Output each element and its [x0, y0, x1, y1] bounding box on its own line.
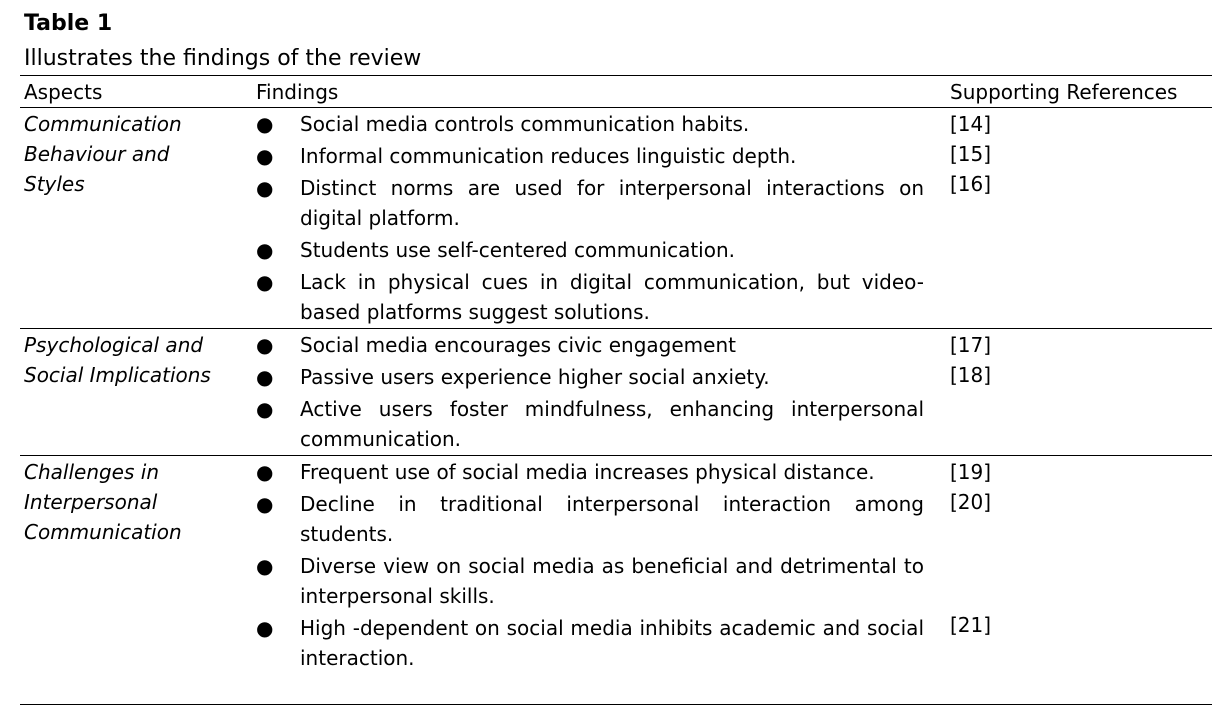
reference-label: [16] [950, 172, 992, 196]
list-item [256, 551, 924, 611]
header-supporting-references: Supporting References [950, 80, 1178, 104]
findings-list [256, 457, 924, 673]
header-aspects: Aspects [24, 80, 103, 104]
findings-list [256, 109, 924, 327]
list-item [256, 173, 924, 233]
list-item [256, 267, 924, 327]
header-findings: Findings [256, 80, 339, 104]
finding-text: Students use self-centered communication. [300, 238, 735, 262]
row-rule [20, 328, 1212, 329]
list-item [256, 141, 924, 171]
references-cell [950, 109, 1205, 209]
finding-text: Social media encourages civic engagement [300, 333, 736, 357]
reference-label: [19] [950, 460, 992, 484]
finding-text: Decline in traditional interpersonal interaction among students. [300, 492, 924, 546]
list-item [256, 109, 924, 139]
row-rule [20, 455, 1212, 456]
list-item [256, 330, 924, 360]
finding-text: Frequent use of social media increases physical distance. [300, 460, 875, 484]
reference-label: [17] [950, 333, 992, 357]
bullet-icon: ● [256, 238, 274, 262]
finding-text: Informal communication reduces linguistic depth. [300, 144, 797, 168]
reference-label: [18] [950, 363, 992, 387]
bullet-icon: ● [256, 112, 274, 136]
table-title: Table 1 [24, 11, 113, 36]
table-caption: Illustrates the findings of the review [24, 46, 422, 71]
reference-label: [21] [950, 613, 992, 637]
list-item [256, 457, 924, 487]
finding-text: High -dependent on social media inhibits academic and social interaction. [300, 616, 924, 670]
findings-cell [256, 457, 924, 675]
list-item [256, 613, 924, 673]
finding-text: Social media controls communication habits. [300, 112, 750, 136]
list-item [256, 362, 924, 392]
aspect-cell: Challenges in Interpersonal Communication [24, 460, 182, 544]
list-item [256, 489, 924, 549]
bullet-icon: ● [256, 176, 274, 200]
finding-text: Diverse view on social media as beneficial and detrimental to interpersonal skills. [300, 554, 924, 608]
reference-label: [20] [950, 490, 992, 514]
findings-list [256, 330, 924, 454]
finding-text: Passive users experience higher social anxiety. [300, 365, 770, 389]
bullet-icon: ● [256, 144, 274, 168]
bullet-icon: ● [256, 333, 274, 357]
bullet-icon: ● [256, 365, 274, 389]
reference-label: [14] [950, 112, 992, 136]
bullet-icon: ● [256, 492, 274, 516]
bullet-icon: ● [256, 460, 274, 484]
references-cell [950, 457, 1205, 657]
bullet-icon: ● [256, 616, 274, 640]
references-cell [950, 330, 1205, 400]
list-item [256, 394, 924, 454]
findings-cell [256, 330, 924, 456]
findings-cell [256, 109, 924, 329]
finding-text: Lack in physical cues in digital communication, but video-based platforms suggest solutions. [300, 270, 924, 324]
aspect-cell: Communication Behaviour and Styles [24, 112, 182, 196]
header-rule [20, 107, 1212, 108]
aspect-cell: Psychological and Social Implications [24, 333, 211, 387]
finding-text: Distinct norms are used for interpersonal interactions on digital platform. [300, 176, 924, 230]
reference-label: [15] [950, 142, 992, 166]
finding-text: Active users foster mindfulness, enhancing interpersonal communication. [300, 397, 924, 451]
bullet-icon: ● [256, 397, 274, 421]
table-bottom-rule [20, 704, 1212, 705]
list-item [256, 235, 924, 265]
table-top-rule [20, 75, 1212, 76]
bullet-icon: ● [256, 554, 274, 578]
bullet-icon: ● [256, 270, 274, 294]
